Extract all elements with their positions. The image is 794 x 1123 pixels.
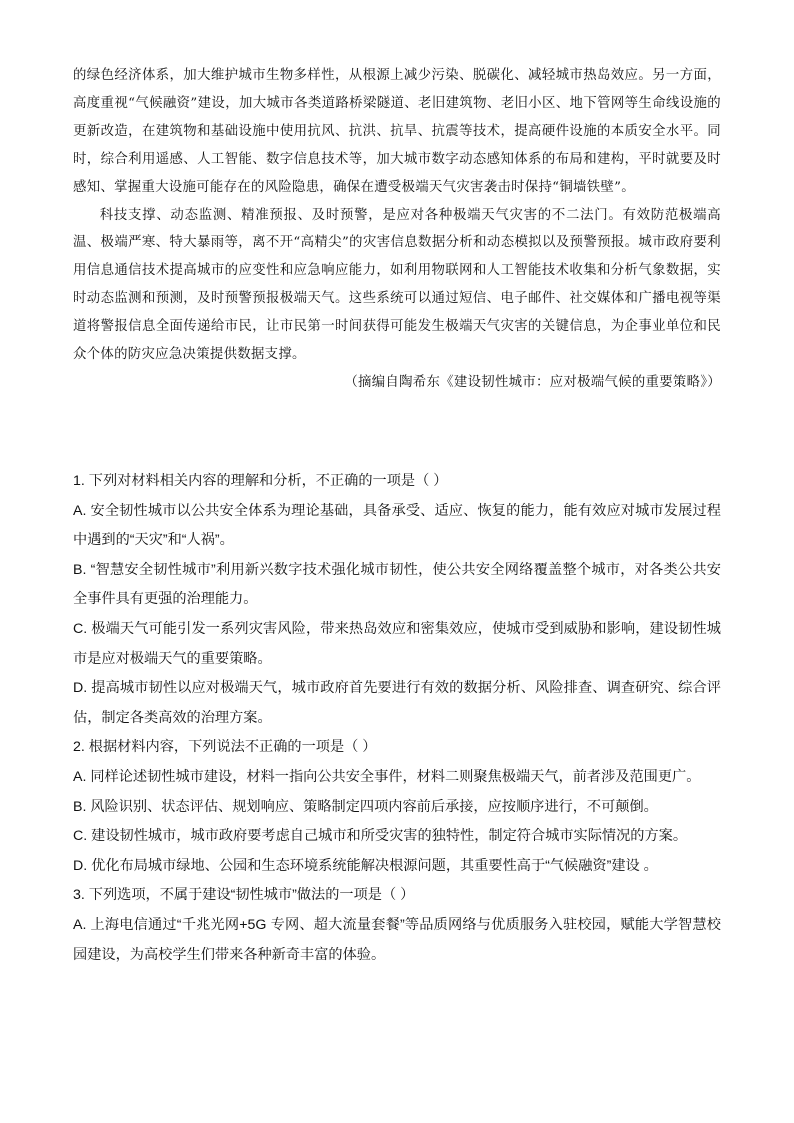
question-2 [73, 733, 721, 881]
question-2-option-c: C. 建设韧性城市，城市政府要考虑自己城市和所受灾害的独特性，制定符合城市实际情况的方案。 [73, 828, 688, 845]
question-3-option-a: A. 上海电信通过“千兆光网+5G 专网、超大流量套餐”等品质网络与优质服务入驻校园，赋能大学智慧校园建设，为高校学生们带来各种新奇丰富的体验。 [73, 916, 721, 963]
question-3-stem: 3. 下列选项，不属于建设“韧性城市”做法的一项是（ ） [73, 887, 415, 904]
passage-paragraph-2: 科技支撑、动态监测、精准预报、及时预警，是应对各种极端天气灾害的不二法门。有效防范极端高温、极端严寒、特大暴雨等，离不开“高精尖”的灾害信息数据分析和动态模拟以及预警预报。城市政府要利用信息通信技术提高城市的应变性和应急响应能力，如利用物联网和人工智能技术收集和分析气象数据，实时动态监测和预测，及时预警预报极端天气。这些系统可以通过短信、电子邮件、社交媒体和广播电视等渠道将警报信息全面传递给市民，让市民第一时间获得可能发生极端天气灾害的关键信息，为企事业单位和民众个体的防灾应急决策提供数据支撑。 [73, 207, 721, 363]
question-1-stem: 1. 下列对材料相关内容的理解和分析，不正确的一项是（ ） [73, 473, 448, 489]
question-2-option-a: A. 同样论述韧性城市建设，材料一指向公共安全事件，材料二则聚焦极端天气，前者涉及范围更广。 [73, 768, 701, 785]
questions-section [73, 467, 721, 970]
question-1 [73, 467, 721, 733]
question-1-option-d: D. 提高城市韧性以应对极端天气，城市政府首先要进行有效的数据分析、风险排查、调查研究、综合评估，制定各类高效的治理方案。 [73, 680, 721, 726]
question-2-option-d: D. 优化布局城市绿地、公园和生态环境系统能解决根源问题，其重要性高于“气候融资”建设 。 [73, 857, 658, 874]
question-1-option-a: A. 安全韧性城市以公共安全体系为理论基础，具备承受、适应、恢复的能力，能有效应对城市发展过程中遇到的“天灾”和“人祸”。 [73, 502, 721, 549]
question-2-option-b: B. 风险识别、状态评估、规划响应、策略制定四项内容前后承接，应按顺序进行，不可颠倒。 [73, 798, 658, 815]
passage-source: （摘编自陶希东《建设韧性城市：应对极端气候的重要策略》） [344, 374, 721, 390]
passage-paragraph-1: 的绿色经济体系，加大维护城市生物多样性，从根源上减少污染、脱碳化、减轻城市热岛效应。另一方面，高度重视“气候融资”建设，加大城市各类道路桥梁隧道、老旧建筑物、老旧小区、地下管网等生命线设施的更新改造，在建筑物和基础设施中使用抗风、抗洪、抗旱、抗震等技术，提高硬件设施的本质安全水平。同时，综合利用遥感、人工智能、数字信息技术等，加大城市数字动态感知体系的布局和建构，平时就要及时感知、掌握重大设施可能存在的风险隐患，确保在遭受极端天气灾害袭击时保持“铜墙铁壁”。 [73, 68, 721, 195]
reading-passage [73, 62, 721, 397]
question-1-option-c: C. 极端天气可能引发一系列灾害风险，带来热岛效应和密集效应，使城市受到威胁和影响，建设韧性城市是应对极端天气的重要策略。 [73, 620, 721, 667]
question-1-option-b: B. “智慧安全韧性城市”利用新兴数字技术强化城市韧性，使公共安全网络覆盖整个城市，对各类公共安全事件具有更强的治理能力。 [73, 561, 721, 608]
question-3 [73, 881, 721, 970]
question-2-stem: 2. 根据材料内容，下列说法不正确的一项是（ ） [73, 739, 377, 756]
